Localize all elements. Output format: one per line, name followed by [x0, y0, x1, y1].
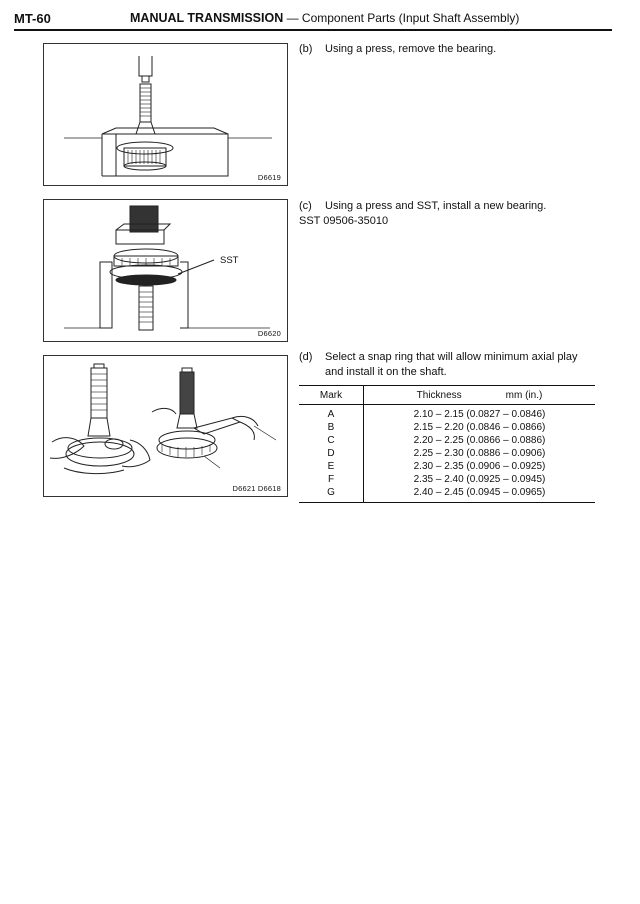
table-row [299, 421, 595, 434]
row-thickness: 2.10 – 2.15 (0.0827 – 0.0846) [413, 409, 546, 420]
table-row [299, 486, 595, 503]
page-header [14, 11, 612, 31]
row-mark: E [299, 460, 364, 473]
step-c-sst-number: SST 09506-35010 [299, 215, 389, 227]
header-thickness-label: Thickness [416, 389, 462, 401]
step-d-text-line1: Select a snap ring that will allow minimum axial play [325, 351, 578, 363]
step-d-text-line2: and install it on the shaft. [325, 366, 447, 378]
figure-code: D6621 D6618 [232, 484, 281, 493]
header-unit: mm (in.) [505, 389, 543, 401]
page-number: MT-60 [14, 11, 51, 26]
figure-snap-ring [43, 355, 288, 497]
press-remove-illustration [44, 44, 289, 187]
table-row [299, 447, 595, 460]
table-row [299, 405, 595, 422]
figure-install-bearing [43, 199, 288, 342]
row-mark: F [299, 473, 364, 486]
step-c-label: (c) [299, 200, 312, 212]
row-mark: B [299, 421, 364, 434]
table-row [299, 434, 595, 447]
row-thickness: 2.40 – 2.45 (0.0945 – 0.0965) [413, 487, 546, 498]
row-mark: G [299, 486, 364, 503]
step-c [299, 199, 546, 229]
figure-code: D6619 [257, 173, 281, 182]
sst-callout-label: SST [220, 255, 239, 266]
step-d-label: (d) [299, 351, 313, 363]
figure-remove-bearing [43, 43, 288, 186]
row-thickness: 2.30 – 2.35 (0.0906 – 0.0925) [413, 461, 546, 472]
snap-ring-illustration [44, 356, 289, 498]
step-c-text: Using a press and SST, install a new bearing. [325, 200, 547, 212]
snap-ring-thickness-table [299, 385, 595, 503]
step-b-text: Using a press, remove the bearing. [325, 43, 497, 55]
table-row [299, 460, 595, 473]
row-mark: D [299, 447, 364, 460]
section-title: MANUAL TRANSMISSION [130, 11, 284, 25]
header-thickness [364, 386, 596, 405]
figure-code: D6620 [257, 329, 281, 338]
page-title [130, 11, 519, 25]
header-mark: Mark [299, 386, 364, 405]
row-thickness: 2.25 – 2.30 (0.0886 – 0.0906) [413, 448, 546, 459]
row-thickness: 2.35 – 2.40 (0.0925 – 0.0945) [413, 474, 546, 485]
step-d [299, 350, 578, 380]
row-mark: C [299, 434, 364, 447]
row-thickness: 2.20 – 2.25 (0.0866 – 0.0886) [413, 435, 546, 446]
press-install-illustration [44, 200, 289, 343]
table-row [299, 473, 595, 486]
step-b [299, 42, 496, 57]
header-rule [14, 29, 612, 31]
table-header-row [299, 386, 595, 405]
row-thickness: 2.15 – 2.20 (0.0846 – 0.0866) [413, 422, 546, 433]
step-b-label: (b) [299, 43, 313, 55]
section-subtitle: — Component Parts (Input Shaft Assembly) [283, 11, 520, 25]
row-mark: A [299, 405, 364, 422]
